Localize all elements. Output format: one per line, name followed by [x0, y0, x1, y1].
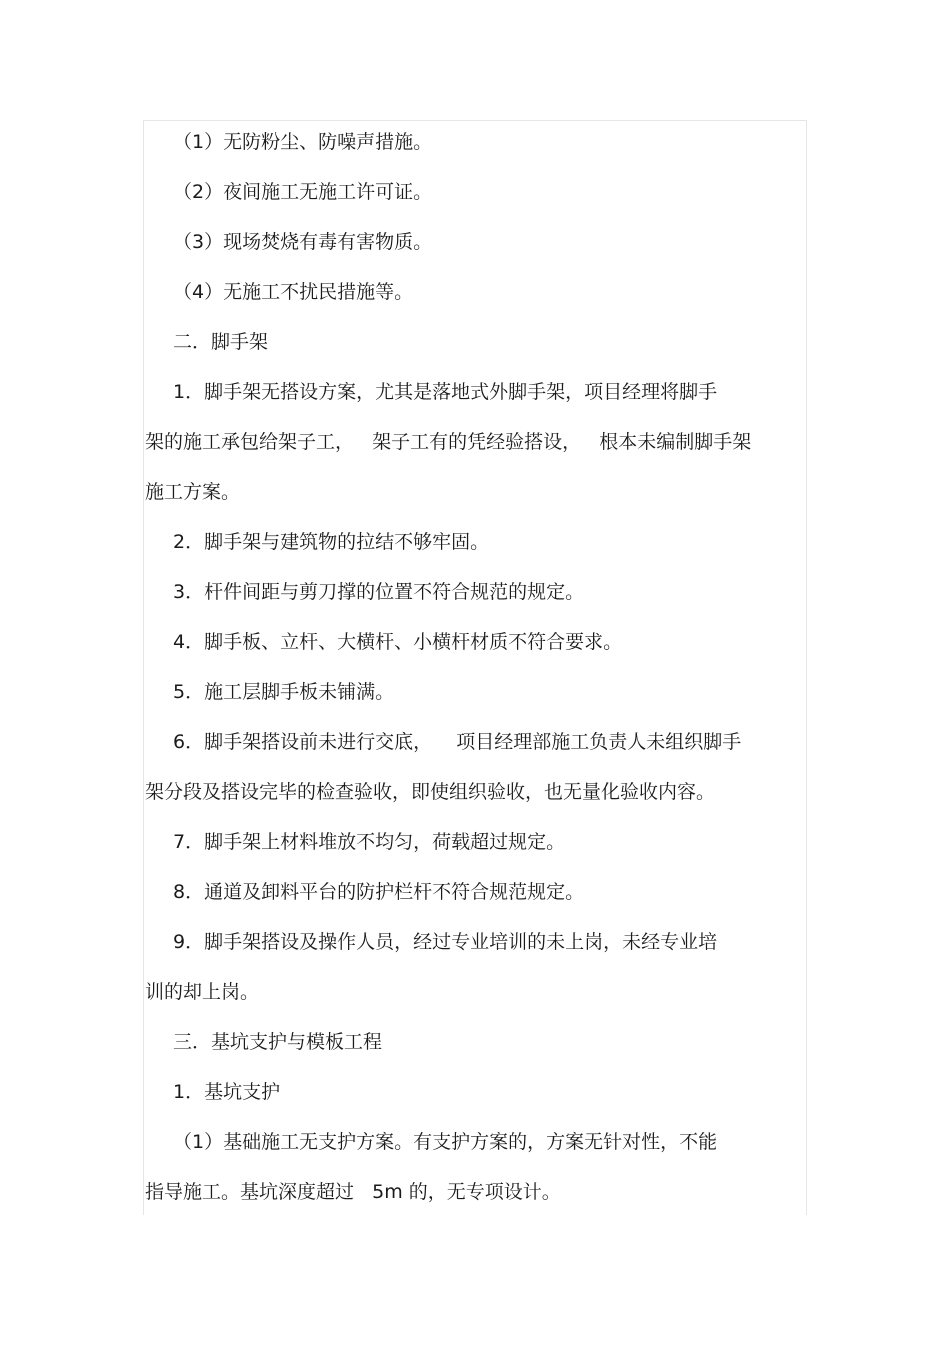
text-line-17: 9．脚手架搭设及操作人员，经过专业培训的未上岗，未经专业培 [173, 931, 718, 953]
text-line-4: （4）无施工不扰民措施等。 [173, 281, 414, 303]
text-line-12: 5．施工层脚手板未铺满。 [173, 681, 395, 703]
text-line-7: 架的施工承包给架子工， 架子工有的凭经验搭设， 根本未编制脚手架 [145, 431, 752, 453]
text-line-16: 8．通道及卸料平台的防护栏杆不符合规范规定。 [173, 881, 585, 903]
text-line-1: （1）无防粉尘、防噪声措施。 [173, 131, 433, 153]
text-line-8: 施工方案。 [145, 481, 241, 503]
section-heading-foundation-pit: 三．基坑支护与模板工程 [173, 1031, 383, 1053]
text-line-9: 2．脚手架与建筑物的拉结不够牢固。 [173, 531, 490, 553]
text-line-6: 1．脚手架无搭设方案，尤其是落地式外脚手架，项目经理将脚手 [173, 381, 718, 403]
text-line-22: 指导施工。基坑深度超过 5m 的，无专项设计。 [145, 1181, 561, 1203]
text-line-18: 训的却上岗。 [145, 981, 260, 1003]
text-line-15: 7．脚手架上材料堆放不均匀，荷载超过规定。 [173, 831, 566, 853]
text-line-14: 架分段及搭设完毕的检查验收，即使组织验收，也无量化验收内容。 [145, 781, 716, 803]
document-body [145, 121, 800, 1221]
text-line-10: 3．杆件间距与剪刀撑的位置不符合规范的规定。 [173, 581, 585, 603]
text-line-11: 4．脚手板、立杆、大横杆、小横杆材质不符合要求。 [173, 631, 623, 653]
text-line-2: （2）夜间施工无施工许可证。 [173, 181, 433, 203]
text-line-3: （3）现场焚烧有毒有害物质。 [173, 231, 433, 253]
section-heading-scaffolding: 二．脚手架 [173, 331, 269, 353]
text-line-21: （1）基础施工无支护方案。有支护方案的，方案无针对性，不能 [173, 1131, 718, 1153]
text-line-13: 6．脚手架搭设前未进行交底， 项目经理部施工负责人未组织脚手 [173, 731, 742, 753]
text-line-20: 1．基坑支护 [173, 1081, 281, 1103]
